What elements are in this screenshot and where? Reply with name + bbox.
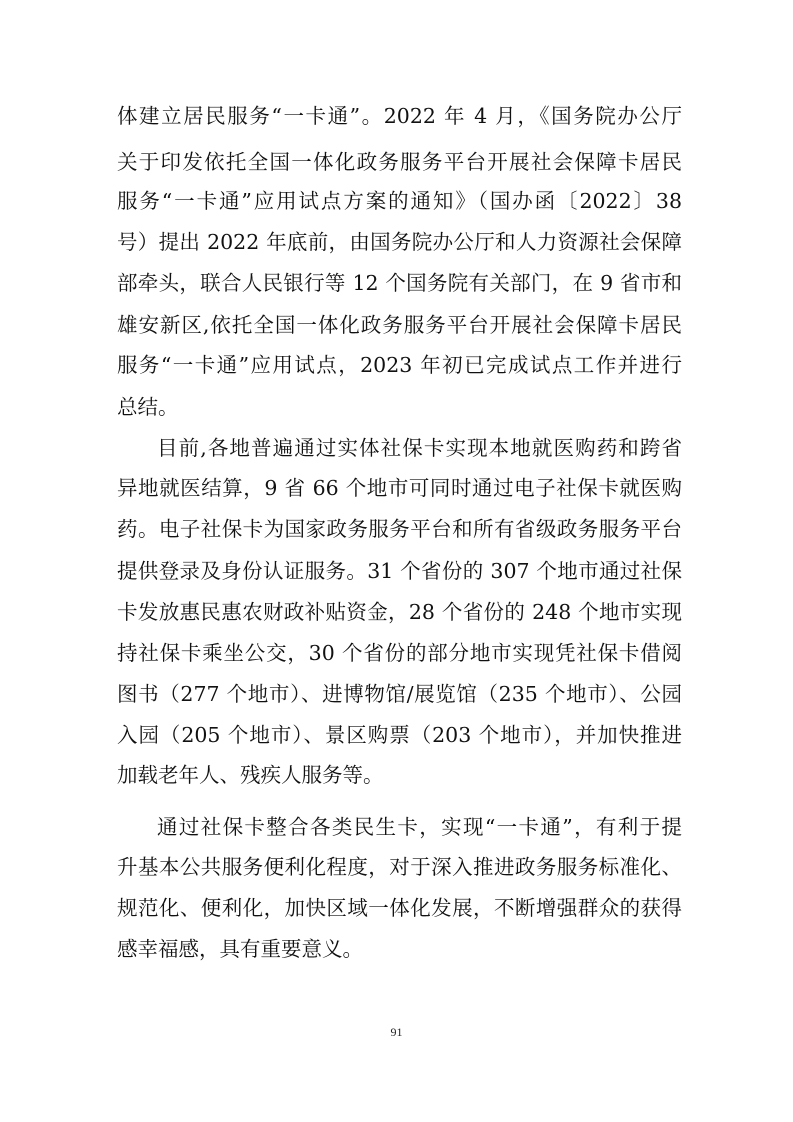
text-line: 总结。 [117, 395, 179, 419]
text-line: 异地就医结算，9 省 66 个地市可同时通过电子社保卡就医购 [117, 476, 682, 500]
text-line: 关于印发依托全国一体化政务服务平台开展社会保障卡居民 [117, 150, 682, 174]
text-line: 部牵头，联合人民银行等 12 个国务院有关部门，在 9 省市和 [117, 271, 682, 295]
text-line: 通过社保卡整合各类民生卡，实现“一卡通”，有利于提 [157, 815, 682, 839]
text-line: 体建立居民服务“一卡通”。2022 年 4 月，《国务院办公厅 [117, 104, 682, 128]
text-line: 号）提出 2022 年底前，由国务院办公厅和人力资源社会保障 [117, 230, 682, 254]
text-line: 卡发放惠民惠农财政补贴资金，28 个省份的 248 个地市实现 [117, 600, 682, 624]
text-line: 加载老年人、残疾人服务等。 [117, 763, 384, 787]
text-line: 感幸福感，具有重要意义。 [117, 937, 363, 961]
text-line: 雄安新区,依托全国一体化政务服务平台开展社会保障卡居民 [117, 313, 682, 337]
text-line: 图书（277 个地市）、进博物馆/展览馆（235 个地市）、公园 [117, 682, 682, 706]
text-line: 目前,各地普遍通过实体社保卡实现本地就医购药和跨省 [157, 436, 682, 460]
text-line: 药。电子社保卡为国家政务服务平台和所有省级政务服务平台 [117, 517, 682, 541]
text-line: 服务“一卡通”应用试点，2023 年初已完成试点工作并进行 [117, 353, 682, 377]
text-line: 升基本公共服务便利化程度，对于深入推进政务服务标准化、 [117, 855, 682, 879]
text-line: 规范化、便利化，加快区域一体化发展，不断增强群众的获得 [117, 896, 682, 920]
text-line: 服务“一卡通”应用试点方案的通知》（国办函〔2022〕38 [117, 189, 682, 213]
page-number: 91 [390, 1025, 403, 1039]
text-line: 持社保卡乘坐公交，30 个省份的部分地市实现凭社保卡借阅 [117, 641, 682, 665]
text-line: 入园（205 个地市）、景区购票（203 个地市），并加快推进 [117, 723, 682, 747]
text-line: 提供登录及身份认证服务。31 个省份的 307 个地市通过社保 [117, 559, 682, 583]
